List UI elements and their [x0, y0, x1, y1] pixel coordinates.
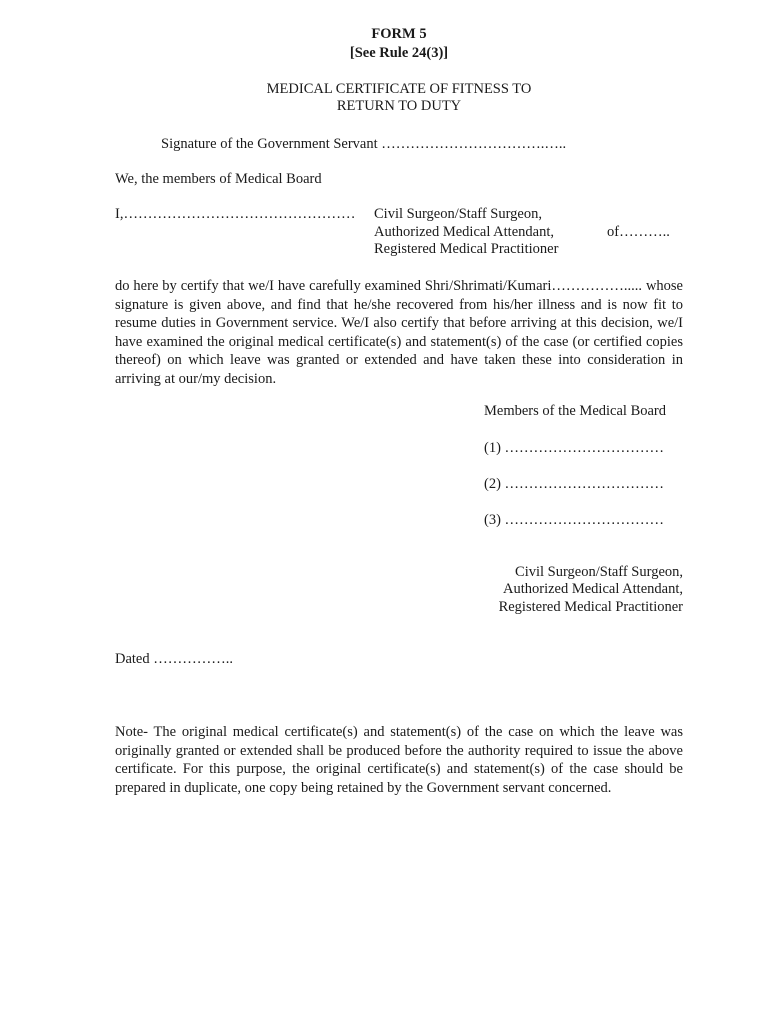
board-member-1: (1) …………………………… [484, 440, 665, 456]
signatory-line-1: Civil Surgeon/Staff Surgeon, [515, 564, 683, 580]
members-intro: We, the members of Medical Board [115, 171, 322, 187]
note-paragraph: Note- The original medical certificate(s) and statement(s) of the case on which the leave was originally granted or extended shall be produced before the authority required to issue the above certificate. For this purpose, the original certificate(s) and statement(s) of the case should be prepared in duplicate, one copy being retained by the Government servant concerned. [115, 724, 683, 796]
rule-reference: [See Rule 24(3)] [349, 45, 449, 61]
signatory-line-2: Authorized Medical Attendant, [503, 581, 683, 597]
of-field: of……….. [607, 224, 670, 240]
title-line-2: RETURN TO DUTY [336, 98, 462, 114]
certify-paragraph: do here by certify that we/I have carefully examined Shri/Shrimati/Kumari……………..... whose signature is given above, and find that he/she recovered from his/her illness and is now fit to resume duties in Government service. We/I also certify that before arriving at this decision, we/I have examined the original medical certificate(s) and statement(s) of the case (or certified copies thereof) on which leave was granted or extended and have taken these into consideration in arriving at our/my decision. [115, 278, 683, 387]
designation-civil-surgeon: Civil Surgeon/Staff Surgeon, [374, 206, 542, 222]
board-member-3: (3) …………………………… [484, 512, 665, 528]
form-number: FORM 5 [371, 26, 427, 42]
i-name-field: I,………………………………………… [115, 206, 356, 222]
designation-authorized-attendant: Authorized Medical Attendant, [374, 224, 554, 240]
signature-line: Signature of the Government Servant …………………………….….. [161, 136, 567, 152]
signatory-line-3: Registered Medical Practitioner [498, 599, 683, 615]
board-heading: Members of the Medical Board [484, 403, 667, 419]
dated-field: Dated …………….. [115, 651, 233, 667]
title-line-1: MEDICAL CERTIFICATE OF FITNESS TO [266, 81, 532, 97]
designation-registered-practitioner: Registered Medical Practitioner [374, 241, 559, 257]
board-member-2: (2) …………………………… [484, 476, 665, 492]
